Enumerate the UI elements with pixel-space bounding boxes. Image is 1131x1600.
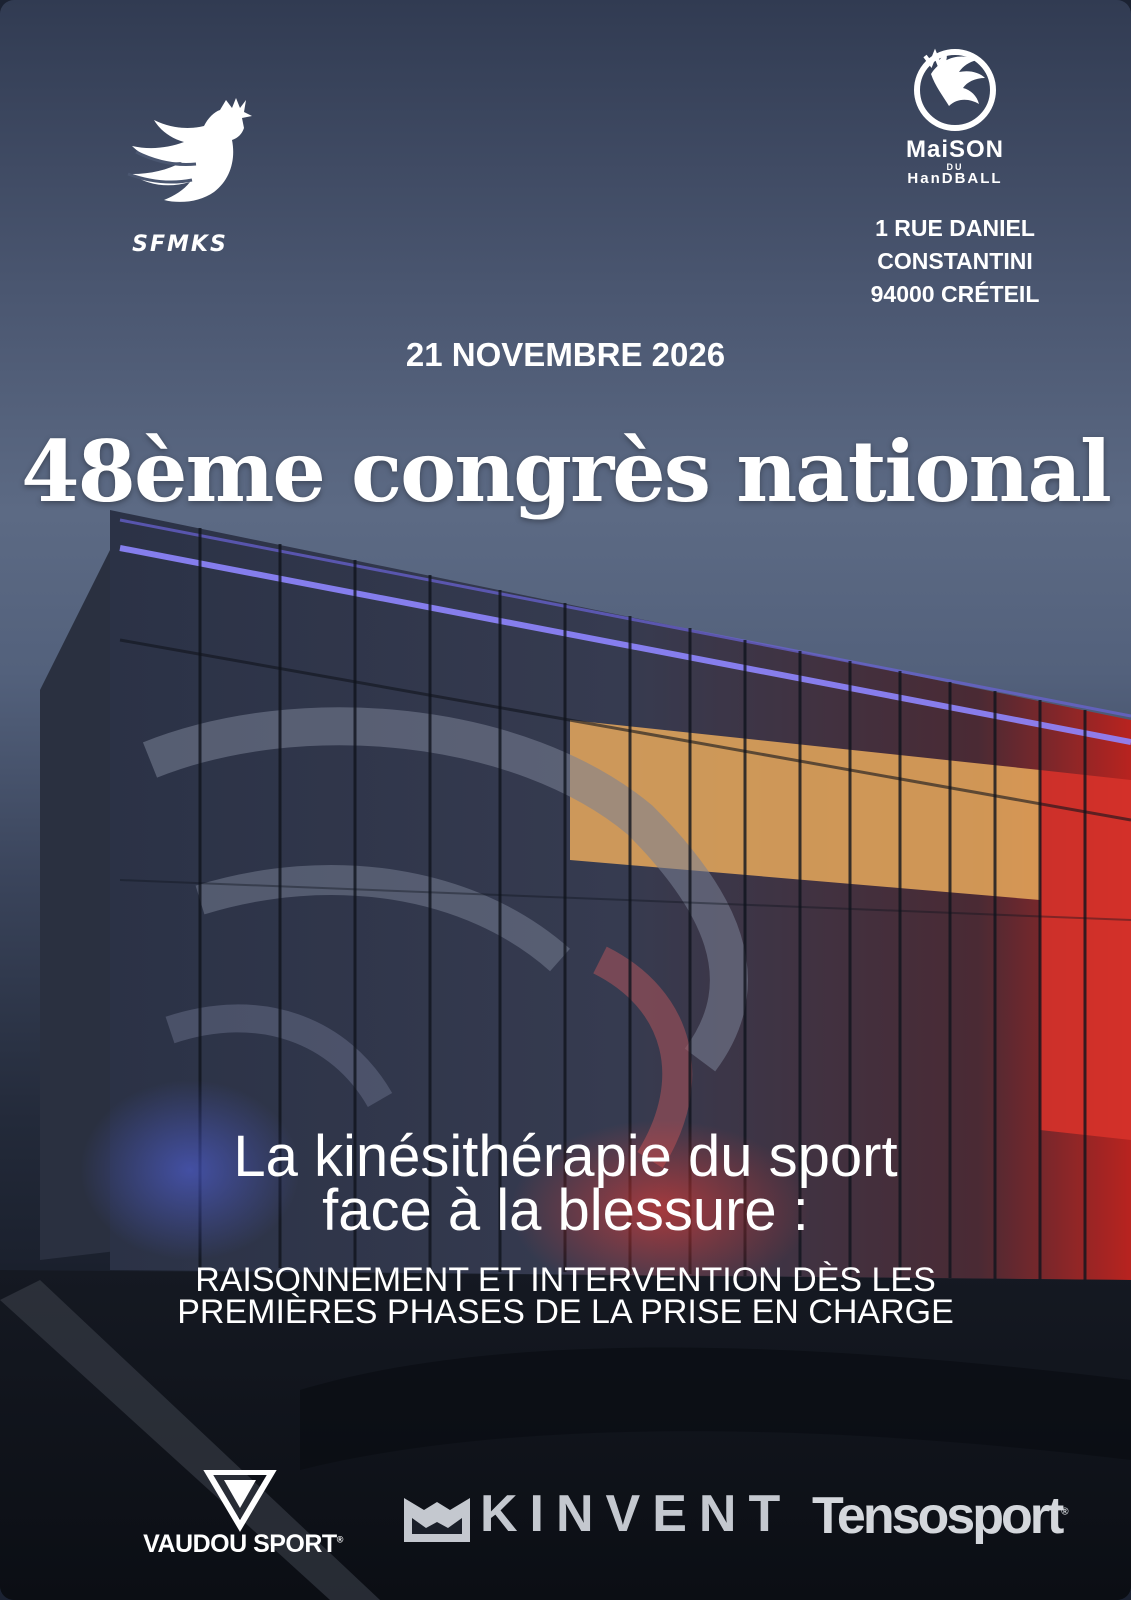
venue-name-line3: HanDBALL: [907, 170, 1003, 187]
address-line: CONSTANTINI: [877, 248, 1033, 274]
event-subtitle: [0, 1124, 1131, 1243]
sponsor-tensosport: [812, 1486, 1066, 1546]
address-line: 1 RUE DANIEL: [875, 215, 1035, 241]
registered-mark: ®: [336, 1534, 343, 1545]
organizer-name: SFMKS: [132, 232, 228, 257]
sponsor-vaudou-sport: [138, 1530, 348, 1559]
event-topic: [0, 1261, 1131, 1331]
event-date: 21 NOVEMBRE 2026: [405, 336, 726, 373]
event-title: 48ème congrès national: [21, 422, 1110, 521]
topic-line: RAISONNEMENT ET INTERVENTION DÈS LES: [195, 1261, 936, 1299]
venue-address: [830, 212, 1080, 311]
topic-line: PREMIÈRES PHASES DE LA PRISE EN CHARGE: [177, 1293, 954, 1331]
sponsor-kinvent: KINVENT: [480, 1485, 793, 1543]
subtitle-line: La kinésithérapie du sport: [233, 1124, 898, 1189]
subtitle-line: face à la blessure :: [322, 1178, 809, 1243]
address-line: 94000 CRÉTEIL: [870, 281, 1040, 307]
sponsor-vaudou-name: VAUDOU SPORT: [143, 1530, 337, 1558]
sponsor-tensosport-name: Tensosport: [812, 1487, 1062, 1545]
kinvent-logo-icon: [404, 1488, 470, 1542]
registered-mark: ®: [1061, 1506, 1066, 1518]
venue-name-line1: MaiSON: [905, 136, 1004, 163]
venue-name-line2: DU: [946, 162, 964, 172]
